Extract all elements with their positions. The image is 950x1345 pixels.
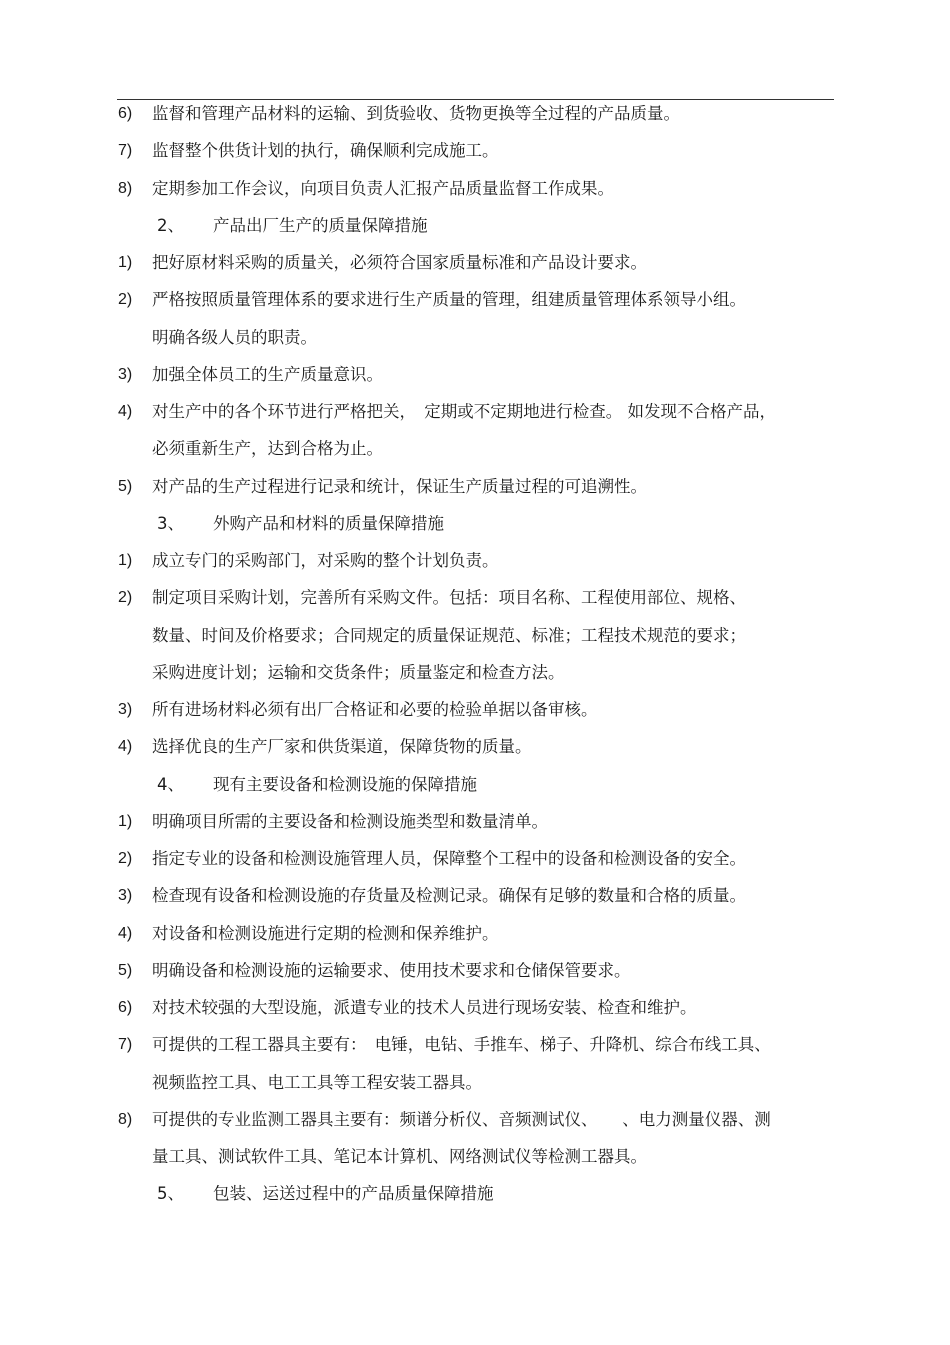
list-item: [0, 95, 950, 132]
item-text: 必须重新生产，达到合格为止。: [152, 439, 383, 459]
item-text: 明确各级人员的职责。: [152, 327, 317, 347]
item-text: 把好原材料采购的质量关，必须符合国家质量标准和产品设计要求。: [152, 253, 647, 272]
item-text: 对生产中的各个环节进行严格把关， 定期或不定期地进行检查。 如发现不合格产品，: [152, 402, 776, 421]
section-number: 4、: [157, 774, 184, 794]
item-text: 所有进场材料必须有出厂合格证和必要的检验单据以备审核。: [152, 700, 598, 719]
list-item: [0, 579, 950, 616]
section-title: 产品出厂生产的质量保障措施: [213, 215, 428, 235]
item-text: 检查现有设备和检测设施的存货量及检测记录。确保有足够的数量和合格的质量。: [152, 886, 746, 906]
section-number: 5、: [157, 1184, 184, 1204]
item-number: 6): [118, 999, 133, 1016]
item-text: 对产品的生产过程进行记录和统计，保证生产质量过程的可追溯性。: [152, 476, 647, 496]
list-item: [0, 989, 950, 1026]
list-item-continuation: [0, 1138, 950, 1175]
item-number: 1): [118, 812, 133, 830]
section-title: 包装、运送过程中的产品质量保障措施: [213, 1184, 494, 1204]
list-item: [0, 803, 950, 840]
item-number: 7): [118, 1036, 133, 1054]
item-text: 可提供的专业监测工器具主要有：频谱分析仪、音频测试仪、 、电力测量仪器、测: [152, 1109, 771, 1129]
item-number: 6): [118, 105, 133, 122]
item-text: 加强全体员工的生产质量意识。: [152, 364, 383, 384]
list-item: [0, 281, 950, 318]
item-number: 7): [118, 142, 133, 160]
list-item: [0, 728, 950, 765]
item-text: 对设备和检测设施进行定期的检测和保养维护。: [152, 923, 499, 943]
item-number: 3): [118, 365, 133, 383]
item-number: 4): [118, 738, 133, 756]
item-number: 1): [118, 552, 133, 569]
item-text: 指定专业的设备和检测设施管理人员，保障整个工程中的设备和检测设备的安全。: [152, 849, 746, 868]
list-item: [0, 952, 950, 989]
list-item: [0, 877, 950, 914]
list-item-continuation: [0, 654, 950, 691]
item-number: 4): [118, 924, 133, 942]
list-item: [0, 691, 950, 728]
list-item: [0, 915, 950, 952]
item-number: 4): [118, 403, 133, 420]
section-title: 外购产品和材料的质量保障措施: [213, 513, 444, 533]
item-text: 数量、时间及价格要求；合同规定的质量保证规范、标准；工程技术规范的要求；: [152, 625, 746, 645]
item-text: 可提供的工程工器具主要有： 电锤，电钻、手推车、梯子、升降机、综合布线工具、: [152, 1035, 771, 1055]
item-number: 3): [118, 701, 133, 718]
list-item: [0, 244, 950, 281]
list-item: [0, 356, 950, 393]
document-body: [0, 95, 950, 1213]
item-text: 采购进度计划；运输和交货条件；质量鉴定和检查方法。: [152, 662, 565, 682]
item-text: 视频监控工具、电工工具等工程安装工器具。: [152, 1072, 482, 1092]
item-text: 明确项目所需的主要设备和检测设施类型和数量清单。: [152, 811, 548, 831]
item-number: 3): [118, 887, 133, 905]
item-text: 选择优良的生产厂家和供货渠道，保障货物的质量。: [152, 737, 532, 757]
item-number: 8): [118, 179, 133, 197]
item-text: 明确设备和检测设施的运输要求、使用技术要求和仓储保管要求。: [152, 960, 631, 980]
item-text: 制定项目采购计划，完善所有采购文件。包括：项目名称、工程使用部位、规格、: [152, 588, 746, 608]
list-item: [0, 170, 950, 207]
item-number: 1): [118, 254, 133, 271]
list-item: [0, 542, 950, 579]
list-item-continuation: [0, 617, 950, 654]
list-item: [0, 132, 950, 169]
item-text: 成立专门的采购部门，对采购的整个计划负责。: [152, 551, 499, 570]
list-item: [0, 840, 950, 877]
section-title: 现有主要设备和检测设施的保障措施: [213, 774, 477, 794]
item-text: 量工具、测试软件工具、笔记本计算机、网络测试仪等检测工器具。: [152, 1147, 647, 1166]
item-number: 5): [118, 477, 133, 495]
item-text: 严格按照质量管理体系的要求进行生产质量的管理，组建质量管理体系领导小组。: [152, 290, 746, 310]
item-text: 定期参加工作会议，向项目负责人汇报产品质量监督工作成果。: [152, 178, 614, 198]
list-item: [0, 468, 950, 505]
section-heading: [0, 505, 950, 542]
item-number: 5): [118, 961, 133, 979]
list-item: [0, 1026, 950, 1063]
section-heading: [0, 1175, 950, 1212]
item-text: 监督和管理产品材料的运输、到货验收、货物更换等全过程的产品质量。: [152, 104, 680, 123]
list-item: [0, 393, 950, 430]
item-number: 2): [118, 589, 133, 607]
item-number: 8): [118, 1110, 133, 1128]
list-item-continuation: [0, 430, 950, 467]
item-text: 监督整个供货计划的执行，确保顺利完成施工。: [152, 141, 499, 161]
section-number: 2、: [157, 215, 184, 235]
section-heading: [0, 766, 950, 803]
section-number: 3、: [157, 513, 184, 533]
item-text: 对技术较强的大型设施，派遣专业的技术人员进行现场安装、检查和维护。: [152, 998, 697, 1017]
list-item: [0, 1101, 950, 1138]
item-number: 2): [118, 291, 133, 309]
item-number: 2): [118, 850, 133, 867]
section-heading: [0, 207, 950, 244]
list-item-continuation: [0, 1064, 950, 1101]
list-item-continuation: [0, 319, 950, 356]
